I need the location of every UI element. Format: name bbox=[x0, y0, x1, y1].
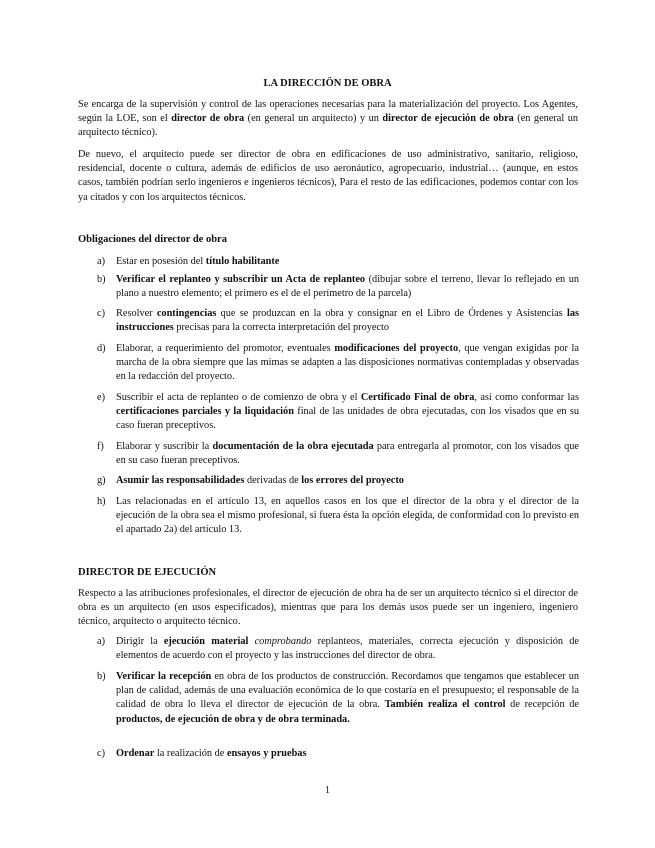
item-letter: g) bbox=[97, 475, 106, 486]
text-run: Dirigir la bbox=[116, 636, 164, 647]
bold-text: título habilitante bbox=[205, 256, 280, 267]
item-letter: h) bbox=[97, 496, 106, 507]
ejecucion-intro-paragraph bbox=[78, 587, 578, 630]
bold-text: contingencias bbox=[156, 308, 217, 319]
bold-text: control bbox=[474, 699, 506, 711]
bold-text: Asumir las responsabilidades bbox=[116, 475, 245, 486]
bold-text: director de ejecución de obra bbox=[382, 113, 514, 125]
bold-text: documentación de la obra ejecutada bbox=[212, 441, 374, 452]
bold-text: Verificar el replanteo y subscribir un Acta de replanteo bbox=[116, 274, 366, 285]
obligacion-item bbox=[97, 440, 579, 468]
intro-paragraph-2 bbox=[78, 148, 578, 205]
item-text bbox=[116, 747, 579, 761]
item-letter: d) bbox=[97, 343, 106, 354]
bold-text: los errores del proyecto bbox=[301, 475, 404, 486]
text-run: que se produzcan en la obra y consignar en el Libro de Órdenes y Asistencias bbox=[216, 308, 567, 319]
text-run: (en general un arquitecto técnico). bbox=[78, 113, 579, 139]
text-run: Se encarga de la supervisión y control de las operaciones necesarias para la materialización del proyecto. Los Agentes, según la LOE, son el bbox=[78, 99, 578, 125]
item-letter: c) bbox=[97, 308, 105, 319]
item-letter: b) bbox=[97, 671, 106, 682]
bold-text: certificaciones parciales y la liquidación bbox=[116, 406, 294, 418]
bold-text: productos, de ejecución de obra y de obra terminada. bbox=[116, 713, 350, 725]
bold-text: las instrucciones bbox=[116, 308, 579, 334]
text-run: , que vengan exigidas por la marcha de la obra siempre que las mimas se adapten a las disposiciones normativas contempladas y observadas en la redacción del proyecto. bbox=[116, 343, 579, 383]
item-text bbox=[116, 255, 579, 269]
text-run: replanteos, materiales, correcta ejecución y disposición de elementos de acuerdo con el proyecto y las instrucciones del director de obra. bbox=[116, 636, 579, 662]
text-run: (dibujar sobre el terreno, llevar lo reflejado en un plano a nuestro elemento; el primero es el de el perímetro de la parcela) bbox=[116, 274, 579, 300]
text-run: (en general un arquitecto) y un bbox=[244, 113, 383, 125]
item-letter: a) bbox=[97, 636, 105, 647]
text-run: Suscribir el acta de replanteo o de comienzo de obra y el bbox=[116, 392, 361, 403]
item-text bbox=[116, 670, 579, 727]
text-run: Elaborar, a requerimiento del promotor, eventuales bbox=[116, 343, 335, 354]
text-run: en obra de los productos de construcción. Recordamos que tengamos que establecer un plan de calidad, además de una evaluación económica de lo que costaría en el presupuesto; el responsable de la calidad de obra lo lleva el director de ejecución de la obra. bbox=[116, 671, 579, 711]
item-text bbox=[116, 273, 579, 301]
text-run: para entregarla al promotor, con los visados que en su caso fueran preceptivos. bbox=[116, 441, 579, 467]
obligacion-item bbox=[97, 474, 579, 488]
obligacion-item bbox=[97, 307, 579, 335]
item-letter: c) bbox=[97, 748, 105, 759]
obligacion-item bbox=[97, 495, 579, 538]
item-letter: a) bbox=[97, 256, 105, 267]
item-text bbox=[116, 635, 579, 663]
text-run: precisas para la correcta interpretación del proyecto bbox=[173, 322, 390, 334]
text-run: Resolver bbox=[116, 308, 157, 319]
text-run: Elaborar y suscribir la bbox=[116, 441, 213, 452]
text-run: , así como conformar las bbox=[474, 392, 579, 403]
italic-text: comprobando bbox=[254, 636, 312, 647]
text-run: derivadas de bbox=[244, 475, 302, 486]
bold-text: Certificado Final de obra bbox=[360, 392, 475, 403]
item-text bbox=[116, 474, 579, 488]
obligaciones-heading: Obligaciones del director de obra bbox=[78, 234, 227, 245]
item-letter: f) bbox=[97, 441, 104, 452]
text-run: Estar en posesión del bbox=[116, 256, 206, 267]
item-text bbox=[116, 307, 579, 335]
ejecucion-item bbox=[97, 670, 579, 727]
bold-text: modificaciones del proyecto bbox=[334, 343, 459, 354]
item-text bbox=[116, 440, 579, 468]
director-ejecucion-heading: DIRECTOR DE EJECUCIÓN bbox=[78, 567, 217, 578]
bold-text: director de obra bbox=[171, 113, 245, 125]
obligacion-item bbox=[97, 391, 579, 434]
ejecucion-item bbox=[97, 747, 579, 761]
bold-text: ejecución material bbox=[163, 636, 249, 647]
item-text bbox=[116, 495, 579, 538]
text-run: la realización de bbox=[154, 748, 227, 759]
bold-text: Verificar la recepción bbox=[116, 671, 212, 682]
bold-text: Ordenar bbox=[116, 748, 155, 759]
document-title: LA DIRECCIÖN DE OBRA bbox=[263, 78, 392, 89]
text-run: final de las unidades de obra ejecutadas, con los visados que en su caso fueran preceptivos. bbox=[116, 406, 579, 432]
bold-text: ensayos y pruebas bbox=[226, 748, 307, 759]
obligacion-item bbox=[97, 273, 579, 301]
item-text bbox=[116, 391, 579, 434]
page-number: 1 bbox=[325, 785, 330, 796]
obligacion-item bbox=[97, 255, 579, 269]
text-run: Las relacionadas en el artículo 13, en aquellos casos en los que el director de la obra y el director de la ejecución de la obra sea el mismo profesional, si fuera ésta la opción elegida, de conformidad con lo previsto en el apartado 2a) del artículo 13. bbox=[116, 496, 579, 536]
text-run: De nuevo, el arquitecto puede ser director de obra en edificaciones de uso administrativo, sanitario, religioso, residencial, docente o cultura, además de edificios de uso aeronáutico, agropecuario, industrial… (aunque, en estos casos, también podrían serlo ingenieros e ingenieros técnicos), Para el resto de las edificaciones, podemos contar con los ya citados y con los arquitectos técnicos. bbox=[78, 149, 578, 203]
obligacion-item bbox=[97, 342, 579, 385]
text-run: Respecto a las atribuciones profesionales, el director de ejecución de obra ha de ser un arquitecto técnico si el director de obra es un arquitecto (en usos especificados), mientras que para los demás usos puede ser un ingeniero, ingeniero técnico, arquitecto o arquitecto técnico. bbox=[78, 588, 578, 628]
item-text bbox=[116, 342, 579, 385]
ejecucion-item bbox=[97, 635, 579, 663]
text-run: de recepción de bbox=[505, 699, 579, 711]
item-letter: b) bbox=[97, 274, 106, 285]
item-letter: e) bbox=[97, 392, 105, 403]
bold-text: También realiza el bbox=[384, 699, 470, 711]
intro-paragraph-1 bbox=[78, 98, 578, 141]
